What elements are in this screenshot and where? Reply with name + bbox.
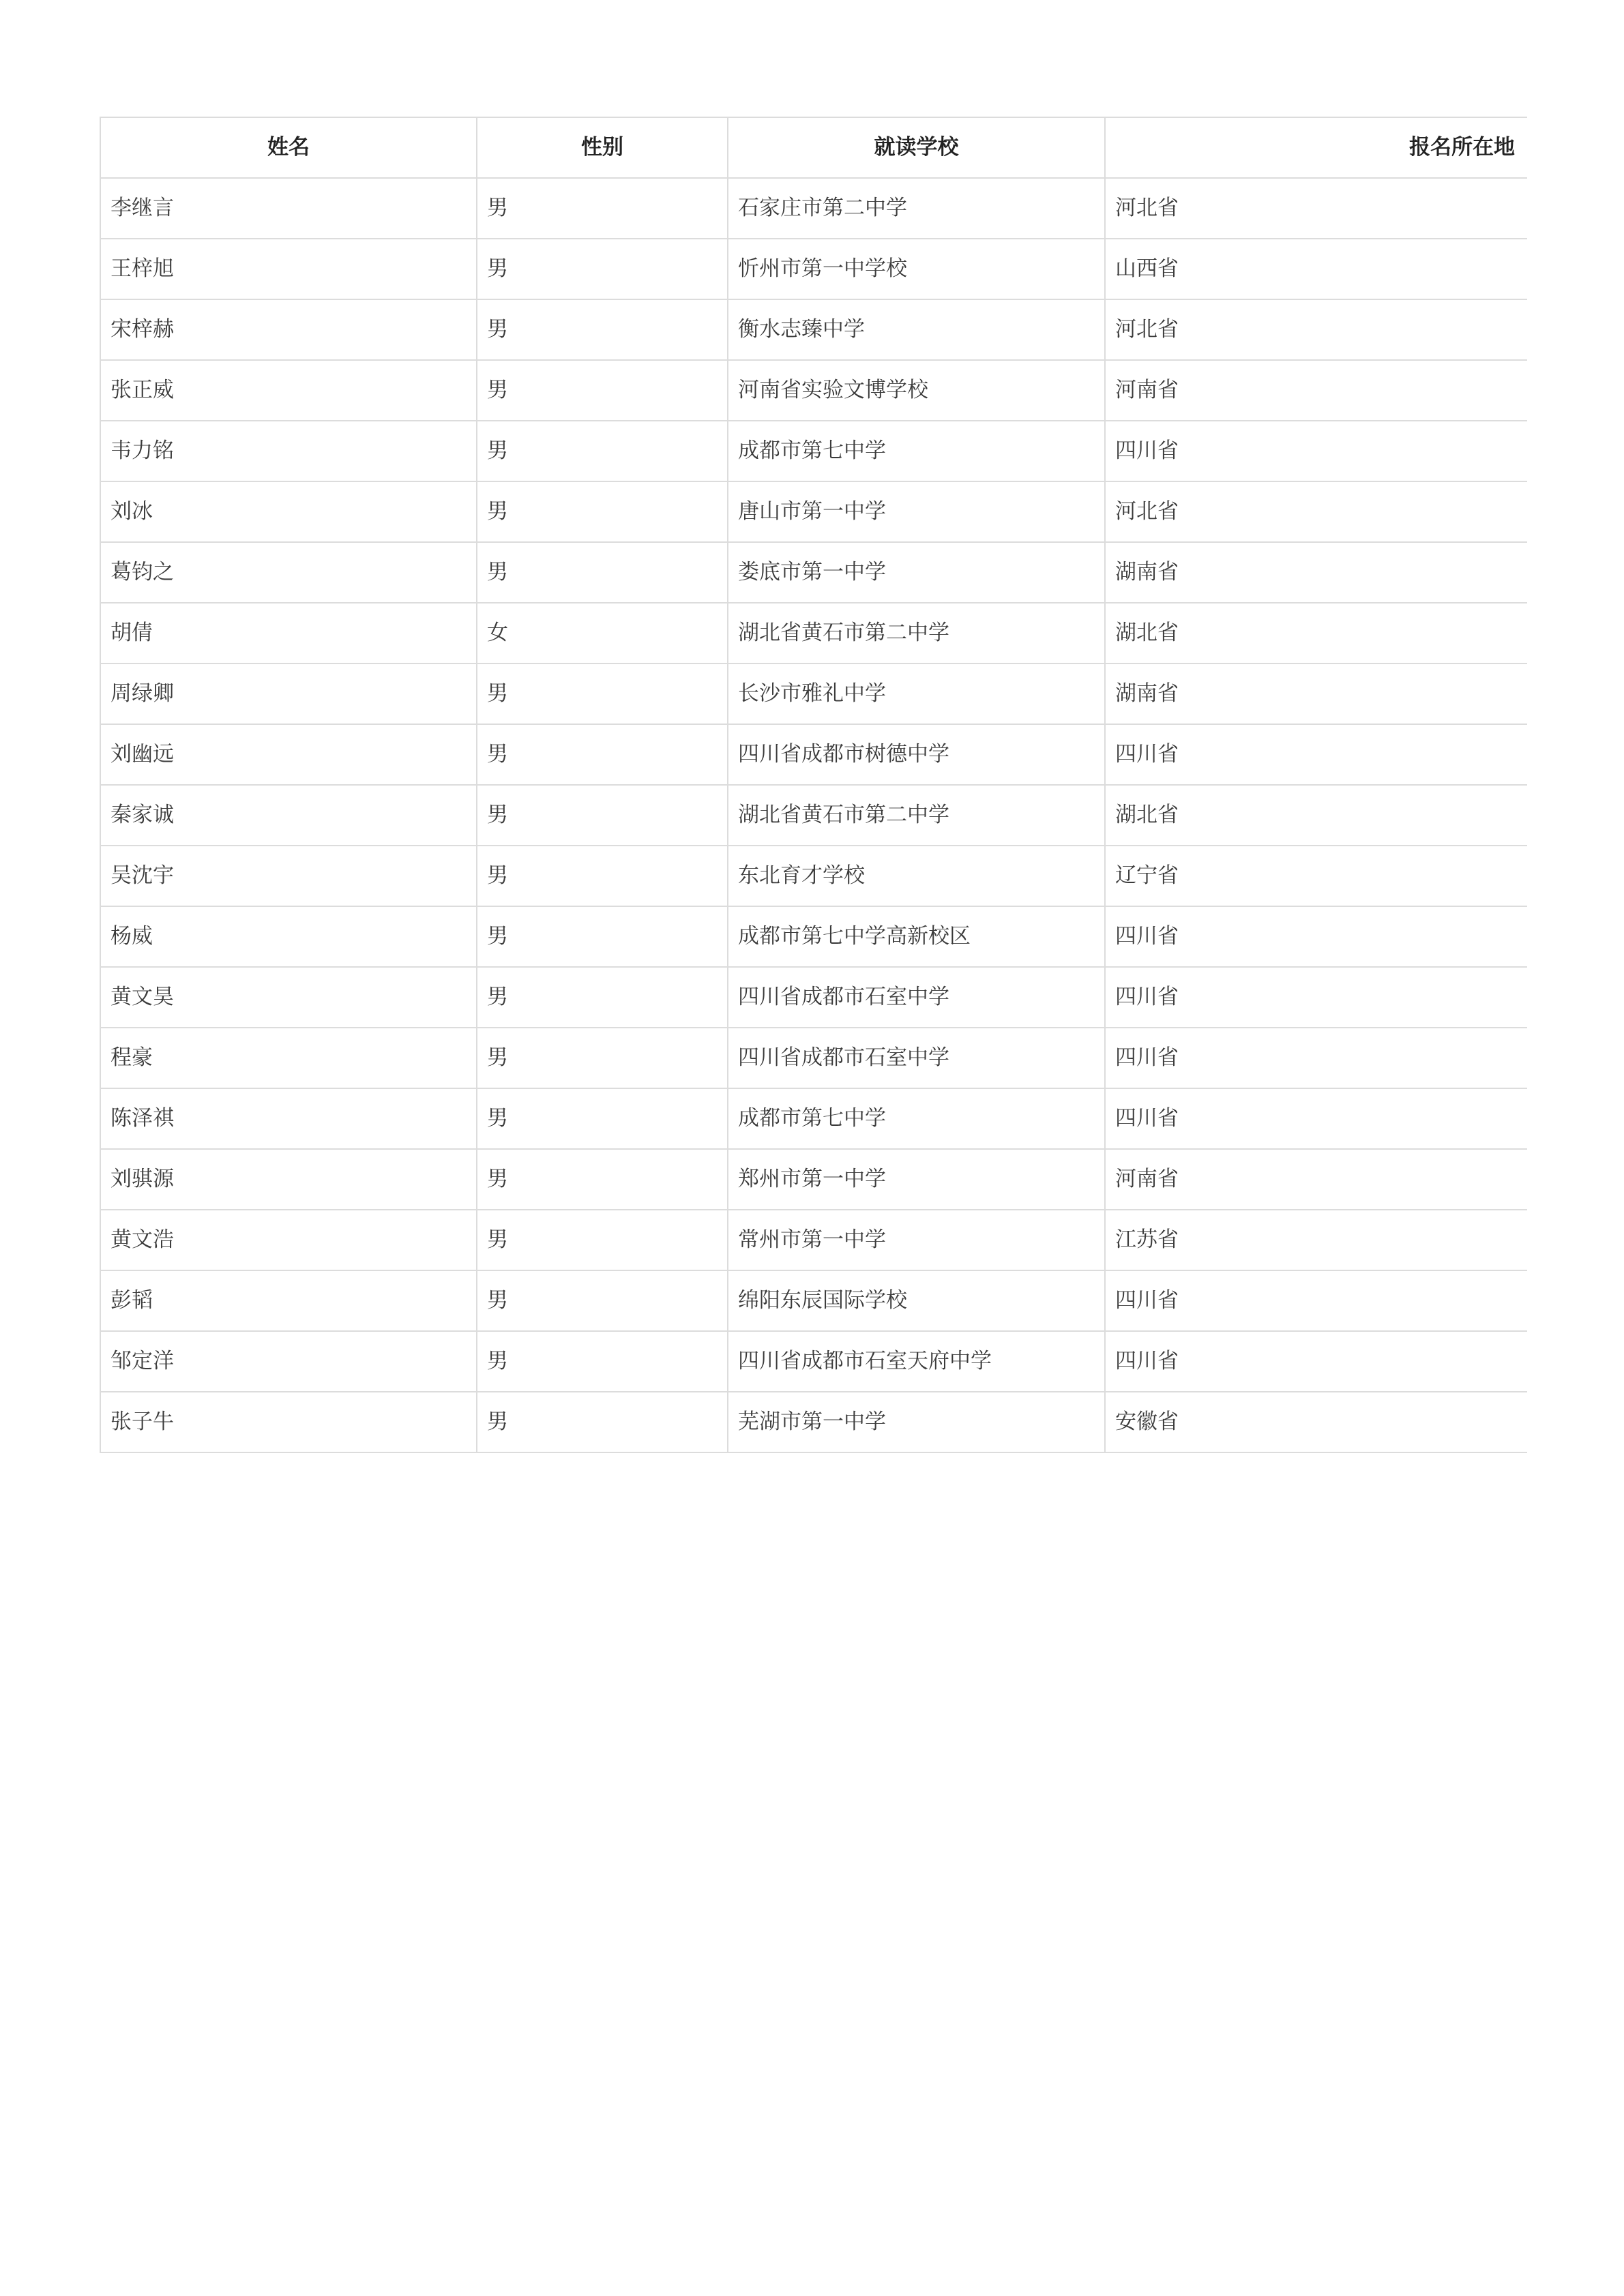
- cell-region: 安徽省: [1105, 1392, 1527, 1452]
- cell-region: 湖北省: [1105, 785, 1527, 846]
- cell-school: 娄底市第一中学: [728, 542, 1105, 603]
- table-row: [100, 1149, 1527, 1210]
- cell-gender: 男: [477, 239, 728, 299]
- cell-school: 忻州市第一中学校: [728, 239, 1105, 299]
- cell-region: 四川省: [1105, 1270, 1527, 1331]
- cell-region: 辽宁省: [1105, 846, 1527, 906]
- cell-school: 四川省成都市石室天府中学: [728, 1331, 1105, 1392]
- table-body: [100, 178, 1527, 1452]
- cell-school: 芜湖市第一中学: [728, 1392, 1105, 1452]
- cell-region: 四川省: [1105, 1331, 1527, 1392]
- cell-gender: 男: [477, 1028, 728, 1088]
- cell-region: 四川省: [1105, 967, 1527, 1028]
- table-row: [100, 1210, 1527, 1270]
- cell-gender: 男: [477, 967, 728, 1028]
- column-header-name: 姓名: [100, 117, 477, 178]
- cell-name: 黄文浩: [100, 1210, 477, 1270]
- table-row: [100, 421, 1527, 481]
- table-row: [100, 1270, 1527, 1331]
- cell-gender: 男: [477, 1149, 728, 1210]
- cell-name: 周绿卿: [100, 664, 477, 724]
- cell-school: 成都市第七中学高新校区: [728, 906, 1105, 967]
- cell-gender: 男: [477, 724, 728, 785]
- cell-school: 四川省成都市树德中学: [728, 724, 1105, 785]
- cell-gender: 男: [477, 1392, 728, 1452]
- cell-name: 邹定洋: [100, 1331, 477, 1392]
- cell-gender: 男: [477, 421, 728, 481]
- table-row: [100, 481, 1527, 542]
- cell-name: 韦力铭: [100, 421, 477, 481]
- cell-region: 河北省: [1105, 299, 1527, 360]
- cell-name: 黄文昊: [100, 967, 477, 1028]
- cell-school: 四川省成都市石室中学: [728, 1028, 1105, 1088]
- cell-school: 成都市第七中学: [728, 421, 1105, 481]
- cell-region: 湖北省: [1105, 603, 1527, 664]
- cell-region: 四川省: [1105, 1088, 1527, 1149]
- cell-region: 四川省: [1105, 421, 1527, 481]
- cell-name: 彭韬: [100, 1270, 477, 1331]
- cell-gender: 男: [477, 664, 728, 724]
- table-row: [100, 664, 1527, 724]
- cell-name: 葛钧之: [100, 542, 477, 603]
- cell-name: 刘幽远: [100, 724, 477, 785]
- table-row: [100, 967, 1527, 1028]
- cell-name: 刘骐源: [100, 1149, 477, 1210]
- cell-name: 杨威: [100, 906, 477, 967]
- cell-school: 东北育才学校: [728, 846, 1105, 906]
- student-roster-table: [100, 117, 1527, 1453]
- cell-region: 湖南省: [1105, 664, 1527, 724]
- column-header-gender: 性别: [477, 117, 728, 178]
- cell-gender: 男: [477, 542, 728, 603]
- cell-gender: 男: [477, 1088, 728, 1149]
- cell-name: 王梓旭: [100, 239, 477, 299]
- cell-region: 四川省: [1105, 724, 1527, 785]
- cell-name: 程豪: [100, 1028, 477, 1088]
- table-row: [100, 1392, 1527, 1452]
- cell-school: 郑州市第一中学: [728, 1149, 1105, 1210]
- header-row: [100, 117, 1527, 178]
- cell-region: 山西省: [1105, 239, 1527, 299]
- cell-gender: 男: [477, 846, 728, 906]
- cell-school: 湖北省黄石市第二中学: [728, 785, 1105, 846]
- cell-gender: 男: [477, 906, 728, 967]
- cell-school: 成都市第七中学: [728, 1088, 1105, 1149]
- table-row: [100, 785, 1527, 846]
- cell-name: 陈泽祺: [100, 1088, 477, 1149]
- table-row: [100, 360, 1527, 421]
- cell-region: 四川省: [1105, 906, 1527, 967]
- cell-gender: 男: [477, 360, 728, 421]
- cell-name: 刘冰: [100, 481, 477, 542]
- cell-school: 绵阳东辰国际学校: [728, 1270, 1105, 1331]
- table-row: [100, 542, 1527, 603]
- table-row: [100, 1028, 1527, 1088]
- table-row: [100, 846, 1527, 906]
- cell-region: 湖南省: [1105, 542, 1527, 603]
- cell-region: 河南省: [1105, 360, 1527, 421]
- document-page: [100, 117, 1526, 1453]
- column-header-school: 就读学校: [728, 117, 1105, 178]
- cell-school: 长沙市雅礼中学: [728, 664, 1105, 724]
- cell-gender: 男: [477, 785, 728, 846]
- column-header-region: 报名所在地: [1105, 117, 1527, 178]
- cell-gender: 女: [477, 603, 728, 664]
- cell-school: 河南省实验文博学校: [728, 360, 1105, 421]
- cell-name: 李继言: [100, 178, 477, 239]
- table-row: [100, 178, 1527, 239]
- cell-gender: 男: [477, 1210, 728, 1270]
- table-header: [100, 117, 1527, 178]
- cell-gender: 男: [477, 1331, 728, 1392]
- table-row: [100, 1331, 1527, 1392]
- cell-gender: 男: [477, 178, 728, 239]
- cell-region: 河南省: [1105, 1149, 1527, 1210]
- cell-school: 常州市第一中学: [728, 1210, 1105, 1270]
- cell-school: 湖北省黄石市第二中学: [728, 603, 1105, 664]
- table-row: [100, 603, 1527, 664]
- table-row: [100, 299, 1527, 360]
- cell-school: 四川省成都市石室中学: [728, 967, 1105, 1028]
- table-row: [100, 239, 1527, 299]
- cell-school: 衡水志臻中学: [728, 299, 1105, 360]
- cell-gender: 男: [477, 1270, 728, 1331]
- cell-name: 宋梓赫: [100, 299, 477, 360]
- cell-region: 江苏省: [1105, 1210, 1527, 1270]
- table-row: [100, 1088, 1527, 1149]
- cell-gender: 男: [477, 481, 728, 542]
- cell-name: 张正威: [100, 360, 477, 421]
- cell-name: 秦家诚: [100, 785, 477, 846]
- cell-name: 张子牛: [100, 1392, 477, 1452]
- cell-name: 胡倩: [100, 603, 477, 664]
- cell-school: 唐山市第一中学: [728, 481, 1105, 542]
- table-row: [100, 724, 1527, 785]
- cell-school: 石家庄市第二中学: [728, 178, 1105, 239]
- cell-gender: 男: [477, 299, 728, 360]
- cell-region: 四川省: [1105, 1028, 1527, 1088]
- cell-region: 河北省: [1105, 481, 1527, 542]
- table-row: [100, 906, 1527, 967]
- cell-region: 河北省: [1105, 178, 1527, 239]
- cell-name: 吴沈宇: [100, 846, 477, 906]
